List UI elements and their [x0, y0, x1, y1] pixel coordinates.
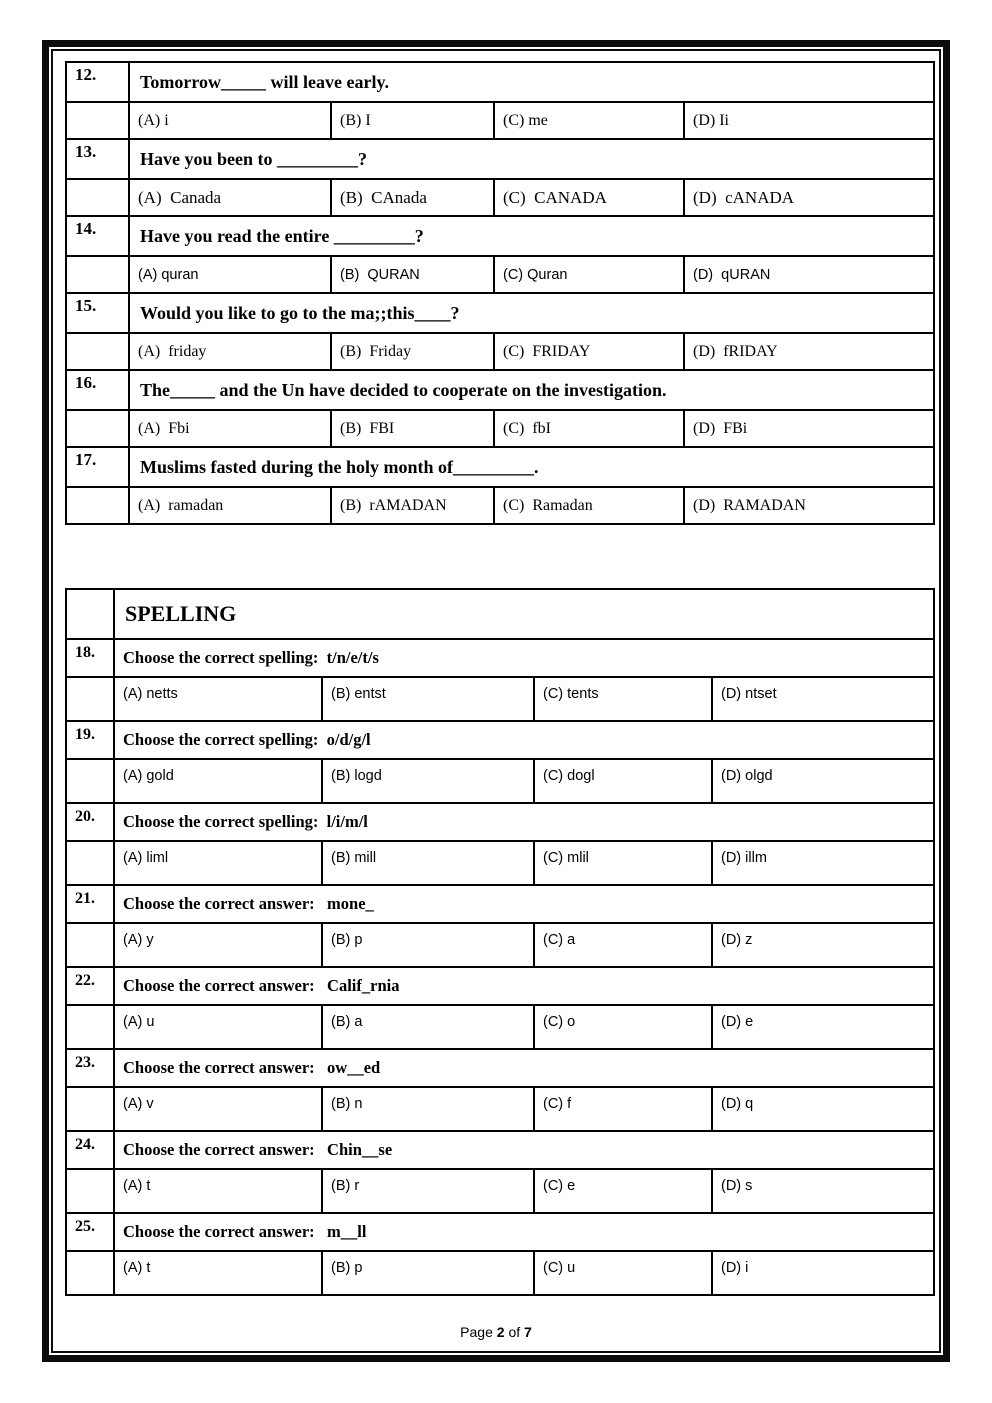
option-a: (A) i: [129, 102, 331, 139]
option-c: (C) tents: [534, 677, 712, 721]
question-row: [66, 885, 934, 923]
option-b: (B) QURAN: [331, 256, 494, 293]
question-text: Have you been to _________?: [129, 139, 934, 179]
question-number: 25.: [66, 1213, 114, 1251]
option-c: (C) Ramadan: [494, 487, 684, 524]
number-spacer: [66, 677, 114, 721]
option-b: (B) mill: [322, 841, 534, 885]
option-a: (A) t: [114, 1251, 322, 1295]
question-row: [66, 639, 934, 677]
question-number: 12.: [66, 62, 129, 102]
option-b: (B) rAMADAN: [331, 487, 494, 524]
number-spacer: [66, 1251, 114, 1295]
footer-page-number: 2: [496, 1324, 505, 1340]
question-row: [66, 721, 934, 759]
option-c: (C) Quran: [494, 256, 684, 293]
options-row: [66, 487, 934, 524]
question-number: 20.: [66, 803, 114, 841]
question-number: 18.: [66, 639, 114, 677]
option-d: (D) olgd: [712, 759, 934, 803]
option-d: (D) RAMADAN: [684, 487, 934, 524]
option-d: (D) q: [712, 1087, 934, 1131]
option-c: (C) u: [534, 1251, 712, 1295]
number-spacer: [66, 923, 114, 967]
option-d: (D) fRIDAY: [684, 333, 934, 370]
question-number: 21.: [66, 885, 114, 923]
option-b: (B) Friday: [331, 333, 494, 370]
footer-of-label: of: [508, 1324, 521, 1340]
options-row: [66, 102, 934, 139]
question-number: 22.: [66, 967, 114, 1005]
number-spacer: [66, 102, 129, 139]
number-spacer: [66, 589, 114, 639]
options-row: [66, 333, 934, 370]
question-number: 17.: [66, 447, 129, 487]
option-b: (B) CAnada: [331, 179, 494, 216]
option-c: (C) fbI: [494, 410, 684, 447]
option-b: (B) entst: [322, 677, 534, 721]
question-row: [66, 967, 934, 1005]
option-d: (D) z: [712, 923, 934, 967]
number-spacer: [66, 759, 114, 803]
option-d: (D) FBi: [684, 410, 934, 447]
options-row: [66, 1251, 934, 1295]
option-b: (B) logd: [322, 759, 534, 803]
number-spacer: [66, 1169, 114, 1213]
option-d: (D) qURAN: [684, 256, 934, 293]
question-row: [66, 803, 934, 841]
option-a: (A) gold: [114, 759, 322, 803]
question-text: Choose the correct spelling: t/n/e/t/s: [114, 639, 934, 677]
page-border-frame: [42, 40, 950, 1362]
option-c: (C) dogl: [534, 759, 712, 803]
question-text: Choose the correct answer: mone_: [114, 885, 934, 923]
question-text: Muslims fasted during the holy month of_________.: [129, 447, 934, 487]
options-row: [66, 179, 934, 216]
number-spacer: [66, 256, 129, 293]
capitalization-questions-table: [65, 61, 935, 525]
question-row: [66, 139, 934, 179]
question-text: Choose the correct spelling: l/i/m/l: [114, 803, 934, 841]
option-a: (A) netts: [114, 677, 322, 721]
options-row: [66, 923, 934, 967]
page-content: [51, 49, 941, 1353]
option-a: (A) ramadan: [129, 487, 331, 524]
number-spacer: [66, 410, 129, 447]
options-row: [66, 1087, 934, 1131]
option-d: (D) ntset: [712, 677, 934, 721]
section-header-row: [66, 589, 934, 639]
question-row: [66, 293, 934, 333]
footer-page-label: Page: [460, 1324, 493, 1340]
question-number: 13.: [66, 139, 129, 179]
question-number: 23.: [66, 1049, 114, 1087]
question-row: [66, 1213, 934, 1251]
options-row: [66, 1005, 934, 1049]
number-spacer: [66, 333, 129, 370]
options-row: [66, 256, 934, 293]
question-row: [66, 1131, 934, 1169]
options-row: [66, 677, 934, 721]
option-a: (A) t: [114, 1169, 322, 1213]
option-a: (A) Canada: [129, 179, 331, 216]
option-c: (C) a: [534, 923, 712, 967]
option-a: (A) u: [114, 1005, 322, 1049]
option-b: (B) FBI: [331, 410, 494, 447]
number-spacer: [66, 179, 129, 216]
option-d: (D) illm: [712, 841, 934, 885]
number-spacer: [66, 487, 129, 524]
page-footer: [65, 1324, 927, 1340]
option-d: (D) i: [712, 1251, 934, 1295]
number-spacer: [66, 1087, 114, 1131]
option-a: (A) liml: [114, 841, 322, 885]
section-title: SPELLING: [114, 589, 934, 639]
question-number: 15.: [66, 293, 129, 333]
footer-total-pages: 7: [524, 1324, 532, 1340]
option-c: (C) f: [534, 1087, 712, 1131]
options-row: [66, 410, 934, 447]
option-b: (B) I: [331, 102, 494, 139]
option-b: (B) p: [322, 923, 534, 967]
option-a: (A) quran: [129, 256, 331, 293]
option-d: (D) e: [712, 1005, 934, 1049]
question-text: Would you like to go to the ma;;this____?: [129, 293, 934, 333]
option-c: (C) mlil: [534, 841, 712, 885]
option-c: (C) FRIDAY: [494, 333, 684, 370]
question-number: 24.: [66, 1131, 114, 1169]
option-a: (A) Fbi: [129, 410, 331, 447]
spelling-questions-table: [65, 588, 935, 1296]
question-row: [66, 1049, 934, 1087]
question-number: 16.: [66, 370, 129, 410]
question-text: Choose the correct answer: m__ll: [114, 1213, 934, 1251]
option-c: (C) o: [534, 1005, 712, 1049]
option-a: (A) v: [114, 1087, 322, 1131]
option-b: (B) n: [322, 1087, 534, 1131]
options-row: [66, 1169, 934, 1213]
option-c: (C) me: [494, 102, 684, 139]
number-spacer: [66, 1005, 114, 1049]
question-row: [66, 62, 934, 102]
option-b: (B) r: [322, 1169, 534, 1213]
question-text: Choose the correct answer: Chin__se: [114, 1131, 934, 1169]
option-c: (C) e: [534, 1169, 712, 1213]
question-text: Have you read the entire _________?: [129, 216, 934, 256]
question-number: 14.: [66, 216, 129, 256]
option-c: (C) CANADA: [494, 179, 684, 216]
number-spacer: [66, 841, 114, 885]
question-text: The_____ and the Un have decided to cooperate on the investigation.: [129, 370, 934, 410]
option-a: (A) y: [114, 923, 322, 967]
options-row: [66, 759, 934, 803]
option-b: (B) p: [322, 1251, 534, 1295]
option-d: (D) Ii: [684, 102, 934, 139]
option-b: (B) a: [322, 1005, 534, 1049]
question-text: Choose the correct answer: ow__ed: [114, 1049, 934, 1087]
question-text: Choose the correct answer: Calif_rnia: [114, 967, 934, 1005]
question-row: [66, 447, 934, 487]
question-number: 19.: [66, 721, 114, 759]
option-d: (D) cANADA: [684, 179, 934, 216]
option-d: (D) s: [712, 1169, 934, 1213]
option-a: (A) friday: [129, 333, 331, 370]
options-row: [66, 841, 934, 885]
question-text: Tomorrow_____ will leave early.: [129, 62, 934, 102]
question-text: Choose the correct spelling: o/d/g/l: [114, 721, 934, 759]
question-row: [66, 216, 934, 256]
question-row: [66, 370, 934, 410]
